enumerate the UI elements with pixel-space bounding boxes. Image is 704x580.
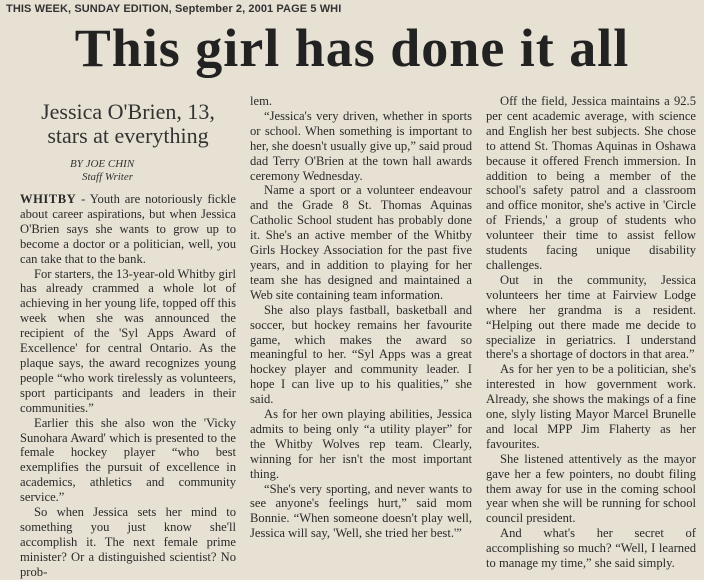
- paragraph: Earlier this she also won the 'Vicky Sunohara Award' which is presented to the female hockey player “who best exemplifies the pursuit of excellence in academics, athletics and community service.”: [20, 415, 236, 505]
- deck-subheadline: Jessica O'Brien, 13, stars at everything: [41, 99, 215, 148]
- paragraph: “She's very sporting, and never wants to see anyone's feelings hurt,” said mom Bonnie. “When someone doesn't play well, Jessica will say, 'Well, she tried her best.'”: [250, 481, 472, 541]
- page-header: THIS WEEK, SUNDAY EDITION, September 2, 2001 PAGE 5 WHI: [6, 3, 342, 15]
- paragraph: And what's her secret of accomplishing so much? “Well, I learned to manage my time,” she said simply.: [486, 526, 696, 571]
- paragraph: She also plays fastball, basketball and soccer, but hockey remains her favourite game, which makes the award so meaningful to her. “Syl Apps was a great hockey player and community leader. I hope I can live up to his qualities,” she said.: [250, 302, 472, 407]
- paragraph: Name a sport or a volunteer endeavour and the Grade 8 St. Thomas Aquinas Catholic School student has probably done it. She's an active member of the Whitby Girls Hockey Association for the past five years, and in addition to playing for her team she has designed and maintained a Web site containing team information.: [250, 183, 472, 302]
- paragraph: Off the field, Jessica maintains a 92.5 per cent academic average, with science and English her best subjects. She chose to attend St. Thomas Aquinas in Oshawa because it offered French immersion. In addition to being a member of the school's safety patrol and a classroom and office monitor, she's active in 'Circle of Friends,' a group of students who volunteer their time to assist fellow students facing unique disability challenges.: [486, 94, 696, 272]
- column-3: [486, 94, 696, 571]
- paragraph: “Jessica's very driven, whether in sports or school. When something is important to her, she doesn't usually give up,” said proud dad Terry O'Brien at the town hall awards ceremony Wednesday.: [250, 108, 472, 183]
- paragraph: lem.: [250, 94, 273, 108]
- dateline: WHITBY: [20, 192, 77, 206]
- lead-text: - Youth are notoriously fickle about career aspirations, but when Jessica O'Brien says she wants to grow up to become a doctor or a politician, well, you can take that to the bank.: [20, 192, 236, 266]
- column-1: [20, 100, 236, 580]
- byline-role: Staff Writer: [82, 171, 134, 183]
- lead-paragraph: [20, 192, 236, 267]
- paragraph: So when Jessica sets her mind to something you just know she'll accomplish it. The next female prime minister? Or a distinguished scientist? No prob-: [20, 505, 236, 579]
- paragraph: As for her own playing abilities, Jessica admits to being only “a utility player” for the Whitby Wolves rep team. Clearly, winning for her isn't the most important thing.: [250, 407, 472, 481]
- paragraph: For starters, the 13-year-old Whitby girl has already crammed a whole lot of achieving in her young life, topped off this week when she was announced the recipient of the 'Syl Apps Award of Excellence' for central Ontario. As the plaque says, the award recognizes young people “who work tirelessly as volunteers, sport participants and leaders in their communities.”: [20, 266, 236, 415]
- column-2: [250, 94, 472, 541]
- paragraph: Out in the community, Jessica volunteers her time at Fairview Lodge where her grandma is a resident. “Helping out there made me decide to specialize in geriatrics. I understand there's a shortage of doctors in that area.”: [486, 272, 696, 362]
- headline: This girl has done it all: [74, 18, 630, 78]
- byline: BY JOE CHIN: [70, 158, 135, 170]
- paragraph: As for her yen to be a politician, she's interested in how government work. Already, she shows the makings of a fine one, slyly listing Mayor Marcel Brunelle and local MPP Jim Flaherty as her favourites.: [486, 362, 696, 451]
- paragraph: She listened attentively as the mayor gave her a few pointers, no doubt filing them away for use in the coming school year when she will be running for school council president.: [486, 451, 696, 526]
